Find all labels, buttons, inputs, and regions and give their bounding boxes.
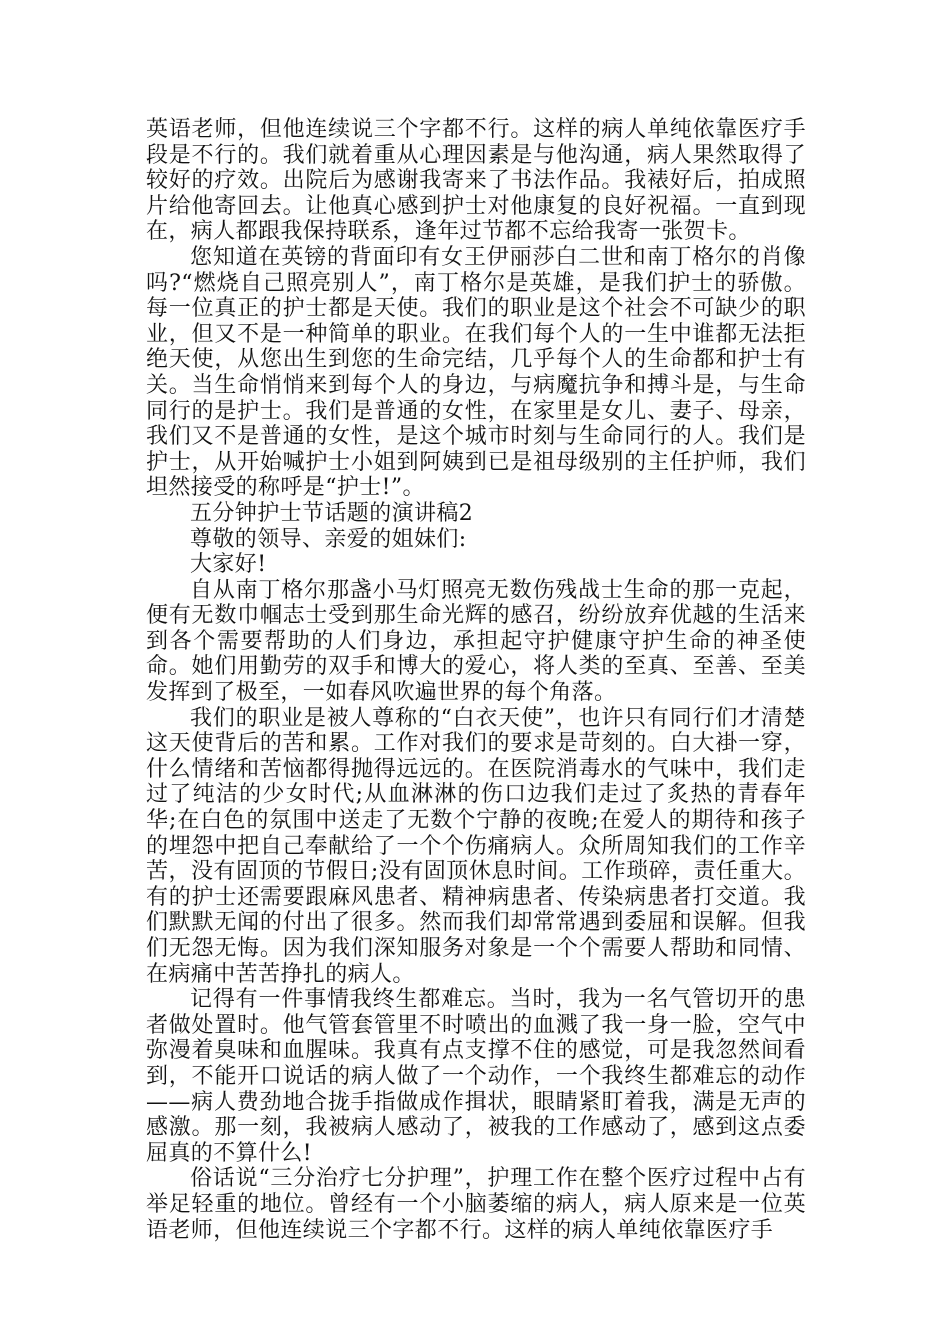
- paragraph-4: 我们的职业是被人尊称的“白衣天使”，也许只有同行们才清楚这天使背后的苦和累。工作对我们的要求是苛刻的。白大褂一穿，什么情绪和苦恼都得抛得远远的。在医院消毒水的气味中，我们走过了纯洁的少女时代;从血淋淋的伤口边我们走过了炙热的青春年华;在白色的氛围中送走了无数个宁静的夜晚;在爱人的期待和孩子的埋怨中把自己奉献给了一个个伤痛病人。众所周知我们的工作辛苦，没有固顶的节假日;没有固顶休息时间。工作琐碎，责任重大。有的护士还需要跟麻风患者、精神病患者、传染病患者打交道。我们默默无闻的付出了很多。然而我们却常常遇到委屈和误解。但我们无怨无悔。因为我们深知服务对象是一个个需要人帮助和同情、在病痛中苦苦挣扎的病人。: [146, 705, 806, 987]
- document-body: [146, 117, 806, 1243]
- paragraph-5: 记得有一件事情我终生都难忘。当时，我为一名气管切开的患者做处置时。他气管套管里不时喷出的血溅了我一身一脸，空气中弥漫着臭味和血腥味。我真有点支撑不住的感觉，可是我忽然间看到，不能开口说话的病人做了一个动作，一个我终生都难忘的动作——病人费劲地合拢手指做成作揖状，眼睛紧盯着我，满是无声的感激。那一刻，我被病人感动了，被我的工作感动了，感到这点委屈真的不算什么!: [146, 987, 806, 1166]
- paragraph-6: 俗话说“三分治疗七分护理”，护理工作在整个医疗过程中占有举足轻重的地位。曾经有一个小脑萎缩的病人，病人原来是一位英语老师，但他连续说三个字都不行。这样的病人单纯依靠医疗手: [146, 1166, 806, 1243]
- salutation: 尊敬的领导、亲爱的姐妹们:: [190, 526, 467, 552]
- paragraph-1: 英语老师，但他连续说三个字都不行。这样的病人单纯依靠医疗手段是不行的。我们就着重从心理因素是与他沟通，病人果然取得了较好的疗效。出院后为感谢我寄来了书法作品。我裱好后，拍成照片给他寄回去。让他真心感到护士对他康复的良好祝福。一直到现在，病人都跟我保持联系，逢年过节都不忘给我寄一张贺卡。: [146, 117, 806, 245]
- paragraph-3: 自从南丁格尔那盏小马灯照亮无数伤残战士生命的那一克起，便有无数巾帼志士受到那生命光辉的感召，纷纷放弃优越的生活来到各个需要帮助的人们身边，承担起守护健康守护生命的神圣使命。她们用勤劳的双手和博大的爱心，将人类的至真、至善、至美发挥到了极至，一如春风吹遍世界的每个角落。: [146, 577, 806, 706]
- paragraph-2: 您知道在英镑的背面印有女王伊丽莎白二世和南丁格尔的肖像吗?“燃烧自己照亮别人”，南丁格尔是英雄，是我们护士的骄傲。每一位真正的护士都是天使。我们的职业是这个社会不可缺少的职业，但又不是一种简单的职业。在我们每个人的一生中谁都无法拒绝天使，从您出生到您的生命完结，几乎每个人的生命都和护士有关。当生命悄悄来到每个人的身边，与病魔抗争和搏斗是，与生命同行的是护士。我们是普通的女性，在家里是女儿、妻子、母亲，我们又不是普通的女性，是这个城市时刻与生命同行的人。我们是护士，从开始喊护士小姐到阿姨到已是祖母级别的主任护师，我们坦然接受的称呼是“护士!”。: [146, 244, 806, 501]
- greeting: 大家好!: [190, 552, 267, 578]
- speech-title: 五分钟护士节话题的演讲稿2: [190, 500, 474, 526]
